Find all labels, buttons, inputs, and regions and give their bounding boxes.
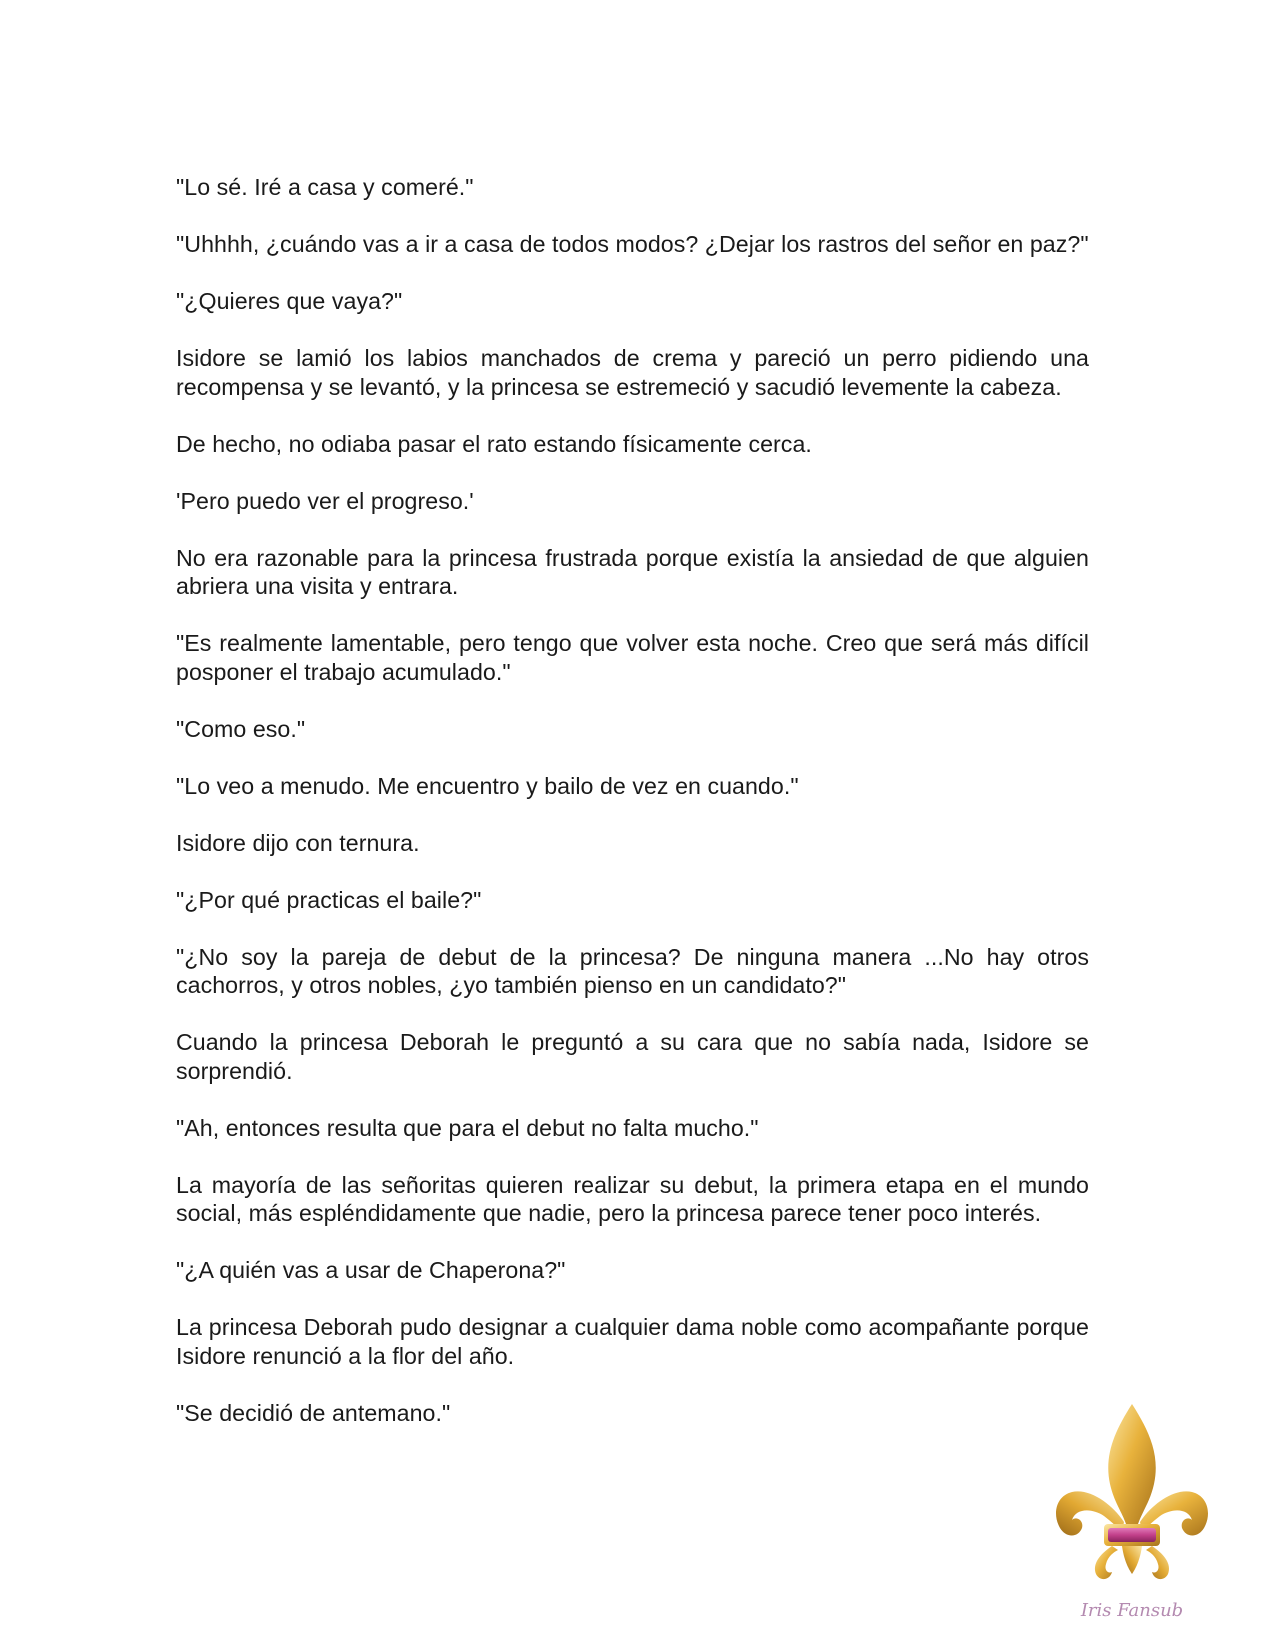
- paragraph: "Es realmente lamentable, pero tengo que volver esta noche. Creo que será más difícil posponer el trabajo acumulado.": [176, 630, 1089, 685]
- paragraph: Cuando la princesa Deborah le preguntó a su cara que no sabía nada, Isidore se sorprendió.: [176, 1029, 1089, 1084]
- body-text: [176, 173, 1089, 1427]
- paragraph: "Ah, entonces resulta que para el debut no falta mucho.": [176, 1114, 759, 1141]
- paragraph: La princesa Deborah pudo designar a cualquier dama noble como acompañante porque Isidore renunció a la flor del año.: [176, 1314, 1089, 1369]
- paragraph: Isidore dijo con ternura.: [176, 829, 420, 856]
- paragraph: 'Pero puedo ver el progreso.': [176, 487, 474, 514]
- paragraph: Isidore se lamió los labios manchados de crema y pareció un perro pidiendo una recompensa y se levantó, y la princesa se estremeció y sacudió levemente la cabeza.: [176, 345, 1089, 400]
- paragraph: "¿Quieres que vaya?": [176, 288, 403, 314]
- paragraph: "¿Por qué practicas el baile?": [176, 886, 482, 913]
- paragraph: La mayoría de las señoritas quieren realizar su debut, la primera etapa en el mundo social, más espléndidamente que nadie, pero la princesa parece tener poco interés.: [176, 1171, 1089, 1226]
- paragraph: "Uhhhh, ¿cuándo vas a ir a casa de todos modos? ¿Dejar los rastros del señor en paz?": [176, 231, 1089, 257]
- paragraph: "Lo sé. Iré a casa y comeré.": [176, 174, 474, 200]
- paragraph: "¿No soy la pareja de debut de la princesa? De ninguna manera ...No hay otros cachorros, y otros nobles, ¿yo también pienso en un candidato?": [176, 943, 1089, 998]
- paragraph: "¿A quién vas a usar de Chaperona?": [176, 1257, 566, 1283]
- paragraph: No era razonable para la princesa frustrada porque existía la ansiedad de que alguien abriera una visita y entrara.: [176, 544, 1089, 599]
- paragraph: "Lo veo a menudo. Me encuentro y bailo de vez en cuando.": [176, 772, 799, 799]
- paragraph: "Se decidió de antemano.": [176, 1399, 451, 1426]
- watermark-signature: Iris Fansub: [1080, 1600, 1184, 1621]
- fleur-de-lis-icon: [1052, 1404, 1212, 1622]
- watermark-logo: [1052, 1404, 1212, 1622]
- paragraph: "Como eso.": [176, 715, 306, 742]
- paragraph: De hecho, no odiaba pasar el rato estando físicamente cerca.: [176, 430, 812, 457]
